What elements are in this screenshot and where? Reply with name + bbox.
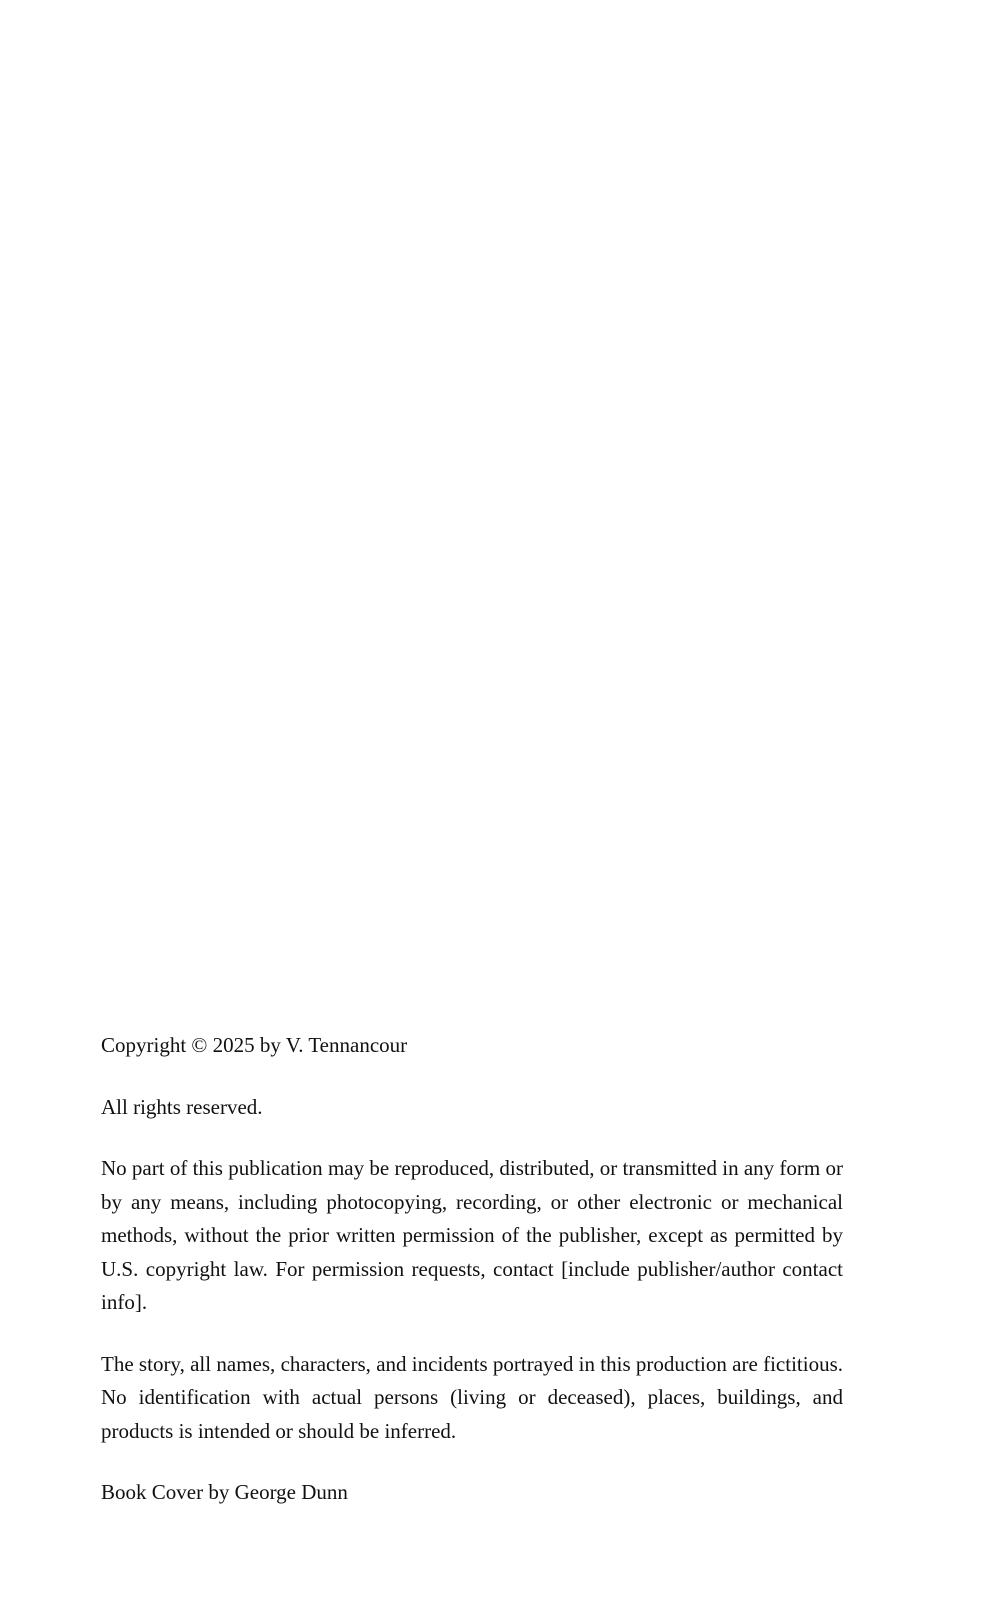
fiction-disclaimer: The story, all names, characters, and incidents portrayed in this production are fictitious. No identification with actual persons (living or deceased), places, buildings, and products is intended or should be inferred. bbox=[101, 1351, 843, 1443]
cover-credit: Book Cover by George Dunn bbox=[101, 1480, 348, 1504]
copyright-line: Copyright © 2025 by V. Tennancour bbox=[101, 1033, 408, 1057]
reproduction-notice: No part of this publication may be reproduced, distributed, or transmitted in any form or by any means, including photocopying, recording, or other electronic or mechanical methods, without the prior written permission of the publisher, except as permitted by U.S. copyright law. For permission requests, contact [include publisher/author contact info]. bbox=[101, 1156, 843, 1314]
rights-statement: All rights reserved. bbox=[101, 1094, 263, 1119]
copyright-block bbox=[101, 1029, 843, 1538]
